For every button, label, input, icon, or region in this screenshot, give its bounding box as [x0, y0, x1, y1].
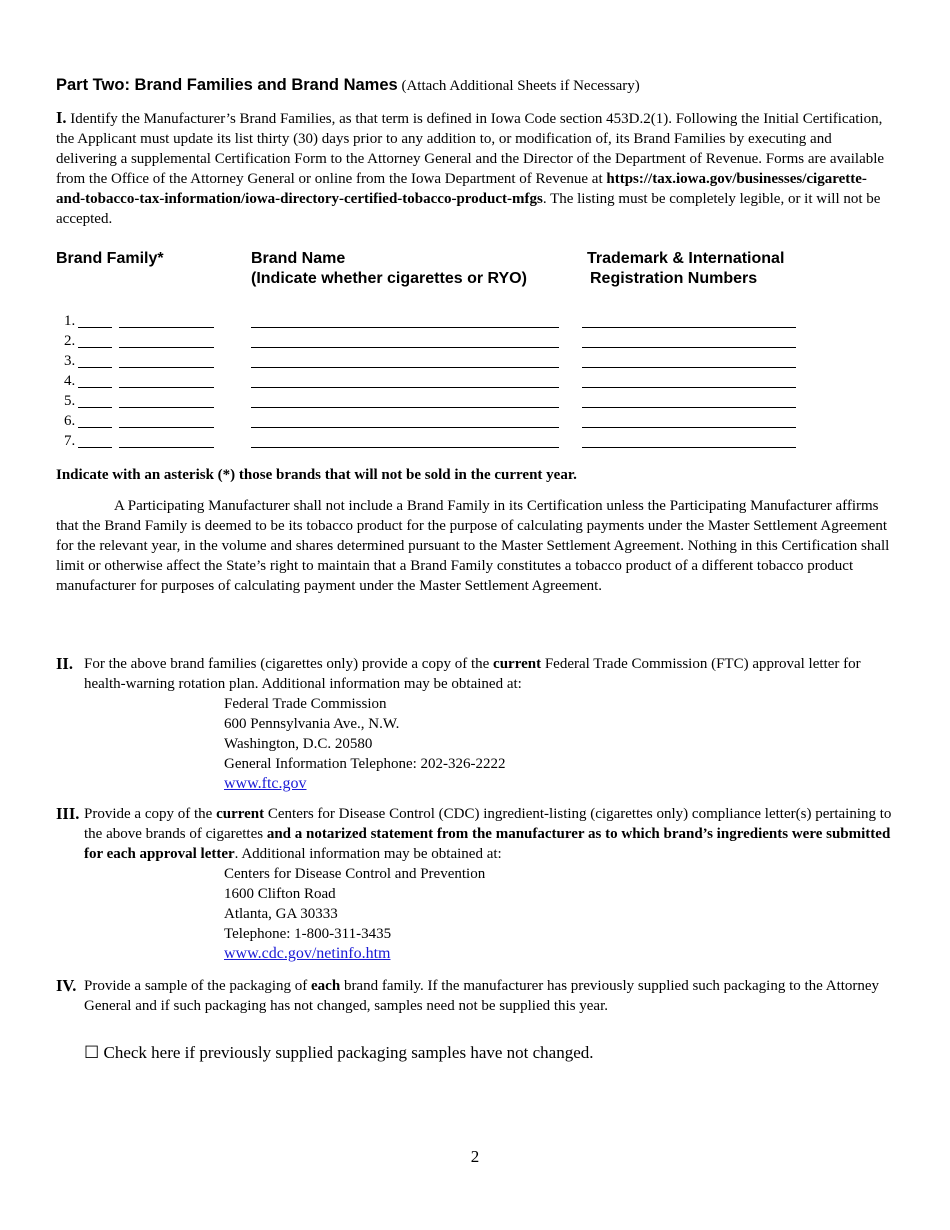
col-header-brand-name — [251, 249, 527, 289]
col-header-trademark-line1: Trademark & International — [587, 250, 785, 267]
brand-name-field[interactable] — [251, 327, 559, 328]
brand-family-code-field[interactable] — [78, 327, 112, 328]
checkbox-icon[interactable]: ☐ — [84, 1043, 100, 1062]
section-3-text-c: . Additional information may be obtained at: — [234, 846, 502, 862]
brand-name-field[interactable] — [251, 387, 559, 388]
brand-family-name-field[interactable] — [119, 447, 214, 448]
row-number: 4. — [64, 373, 76, 389]
ftc-address-line: Federal Trade Commission — [224, 696, 387, 712]
ftc-link[interactable]: www.ftc.gov — [224, 775, 307, 792]
section-1-numeral: I. — [56, 108, 67, 127]
section-3-text-a: Provide a copy of the — [84, 806, 217, 822]
col-header-trademark-line2: Registration Numbers — [590, 270, 758, 287]
brand-family-name-field[interactable] — [119, 387, 214, 388]
trademark-field[interactable] — [582, 427, 796, 428]
trademark-field[interactable] — [582, 447, 796, 448]
brand-family-name-field[interactable] — [119, 347, 214, 348]
table-row — [56, 372, 816, 392]
section-4-text-b: brand family. If the manufacturer has previously supplied such packaging to the Attorney General and if such packaging has not changed, samples need not be supplied this year. — [84, 978, 880, 1014]
cdc-address-line: 1600 Clifton Road — [224, 886, 336, 902]
col-header-brand-family: Brand Family* — [56, 250, 164, 267]
section-1-text-b: . The listing must be completely legible, or it will not be accepted. — [56, 191, 881, 227]
table-row — [56, 352, 816, 372]
title-text: Part Two: Brand Families and Brand Names — [56, 76, 398, 94]
section-2-text — [84, 654, 896, 694]
brand-family-code-field[interactable] — [78, 387, 112, 388]
section-4-text — [84, 976, 896, 1016]
participating-paragraph: A Participating Manufacturer shall not include a Brand Family in its Certification unless the Participating Manufacturer affirms that the Brand Family is deemed to be its tobacco product for the purpose of calculating payments under the Master Settlement Agreement for the relevant year, in the volume and shares determined pursuant to the Master Settlement Agreement. Nothing in this Certification shall limit or otherwise affect the State’s right to maintain that a Brand Family constitutes a tobacco product of a different tobacco product manufacturer for purposes of calculating payment under the Master Settlement Agreement. — [56, 498, 890, 594]
section-2-text-a: For the above brand families (cigarettes only) provide a copy of the — [84, 656, 494, 672]
brand-name-field[interactable] — [251, 427, 559, 428]
brand-family-code-field[interactable] — [78, 447, 112, 448]
col-header-brand-name-line2: (Indicate whether cigarettes or RYO) — [251, 270, 527, 287]
section-3-text-b: Centers for Disease Control (CDC) ingredient-listing (cigarettes only) compliance letter(s) pertaining to the above brands of cigarettes — [84, 806, 892, 842]
trademark-field[interactable] — [582, 387, 796, 388]
section-4-numeral: IV. — [56, 976, 77, 995]
brand-family-code-field[interactable] — [78, 407, 112, 408]
ftc-address-line: General Information Telephone: 202-326-2222 — [224, 756, 506, 772]
cdc-link[interactable]: www.cdc.gov/netinfo.htm — [224, 945, 391, 962]
section-2-numeral: II. — [56, 654, 73, 673]
col-header-brand-name-line1: Brand Name — [251, 250, 346, 267]
section-1-text-a: Identify the Manufacturer’s Brand Families, as that term is defined in Iowa Code section 453D.2(1). Following the Initial Certification, the Applicant must update its list thirty (30) days prior to any addition to, or modification of, its Brand Families by executing and delivering a supplemental Certification Form to the Attorney General and the Director of the Department of Revenue. Forms are available from the Office of the Attorney General or online from the Iowa Department of Revenue at — [56, 111, 885, 187]
packaging-checkbox-row[interactable] — [84, 1043, 594, 1063]
brand-family-name-field[interactable] — [119, 427, 214, 428]
brand-family-code-field[interactable] — [78, 347, 112, 348]
brand-name-field[interactable] — [251, 447, 559, 448]
row-number: 3. — [64, 353, 76, 369]
cdc-address-line: Centers for Disease Control and Prevention — [224, 866, 486, 882]
brand-name-field[interactable] — [251, 407, 559, 408]
row-number: 6. — [64, 413, 76, 429]
ftc-address-line: 600 Pennsylvania Ave., N.W. — [224, 716, 400, 732]
section-2-text-b: Federal Trade Commission (FTC) approval letter for health-warning rotation plan. Additional information may be obtained at: — [84, 656, 861, 692]
section-4-text-a: Provide a sample of the packaging of — [84, 978, 312, 994]
brand-family-name-field[interactable] — [119, 407, 214, 408]
trademark-field[interactable] — [582, 347, 796, 348]
row-number: 7. — [64, 433, 76, 449]
brand-name-field[interactable] — [251, 347, 559, 348]
table-row — [56, 312, 816, 332]
trademark-field[interactable] — [582, 367, 796, 368]
page-number: 2 — [470, 1147, 480, 1166]
cdc-address — [224, 864, 485, 964]
section-3-text — [84, 804, 896, 864]
section-1 — [56, 108, 896, 229]
brand-family-name-field[interactable] — [119, 367, 214, 368]
brand-family-code-field[interactable] — [78, 367, 112, 368]
table-row — [56, 432, 816, 452]
cdc-address-line: Atlanta, GA 30333 — [224, 906, 338, 922]
brand-family-code-field[interactable] — [78, 427, 112, 428]
section-3-bold-1: current — [216, 806, 265, 822]
brand-name-field[interactable] — [251, 367, 559, 368]
table-row — [56, 392, 816, 412]
ftc-address — [224, 694, 506, 794]
section-2-bold: current — [493, 656, 542, 672]
brand-family-name-field[interactable] — [119, 327, 214, 328]
checkbox-label: Check here if previously supplied packaging samples have not changed. — [103, 1043, 594, 1062]
row-number: 5. — [64, 393, 76, 409]
row-number: 1. — [64, 313, 76, 329]
trademark-field[interactable] — [582, 327, 796, 328]
section-4-bold: each — [311, 978, 341, 994]
section-1-url: https://tax.iowa.gov/businesses/cigarette-and-tobacco-tax-information/iowa-directory-certified-tobacco-product-mfgs — [56, 171, 867, 207]
asterisk-note: Indicate with an asterisk (*) those brands that will not be sold in the current year. — [56, 467, 577, 483]
title-note: (Attach Additional Sheets if Necessary) — [401, 78, 640, 94]
trademark-field[interactable] — [582, 407, 796, 408]
section-3-bold-2: and a notarized statement from the manufacturer as to which brand’s ingredients were submitted for each approval letter — [84, 826, 891, 862]
table-row — [56, 412, 816, 432]
ftc-address-line: Washington, D.C. 20580 — [224, 736, 373, 752]
cdc-address-line: Telephone: 1-800-311-3435 — [224, 926, 392, 942]
row-number: 2. — [64, 333, 76, 349]
page-title — [56, 76, 640, 95]
table-row — [56, 332, 816, 352]
section-3-numeral: III. — [56, 804, 80, 823]
col-header-trademark — [587, 249, 784, 289]
